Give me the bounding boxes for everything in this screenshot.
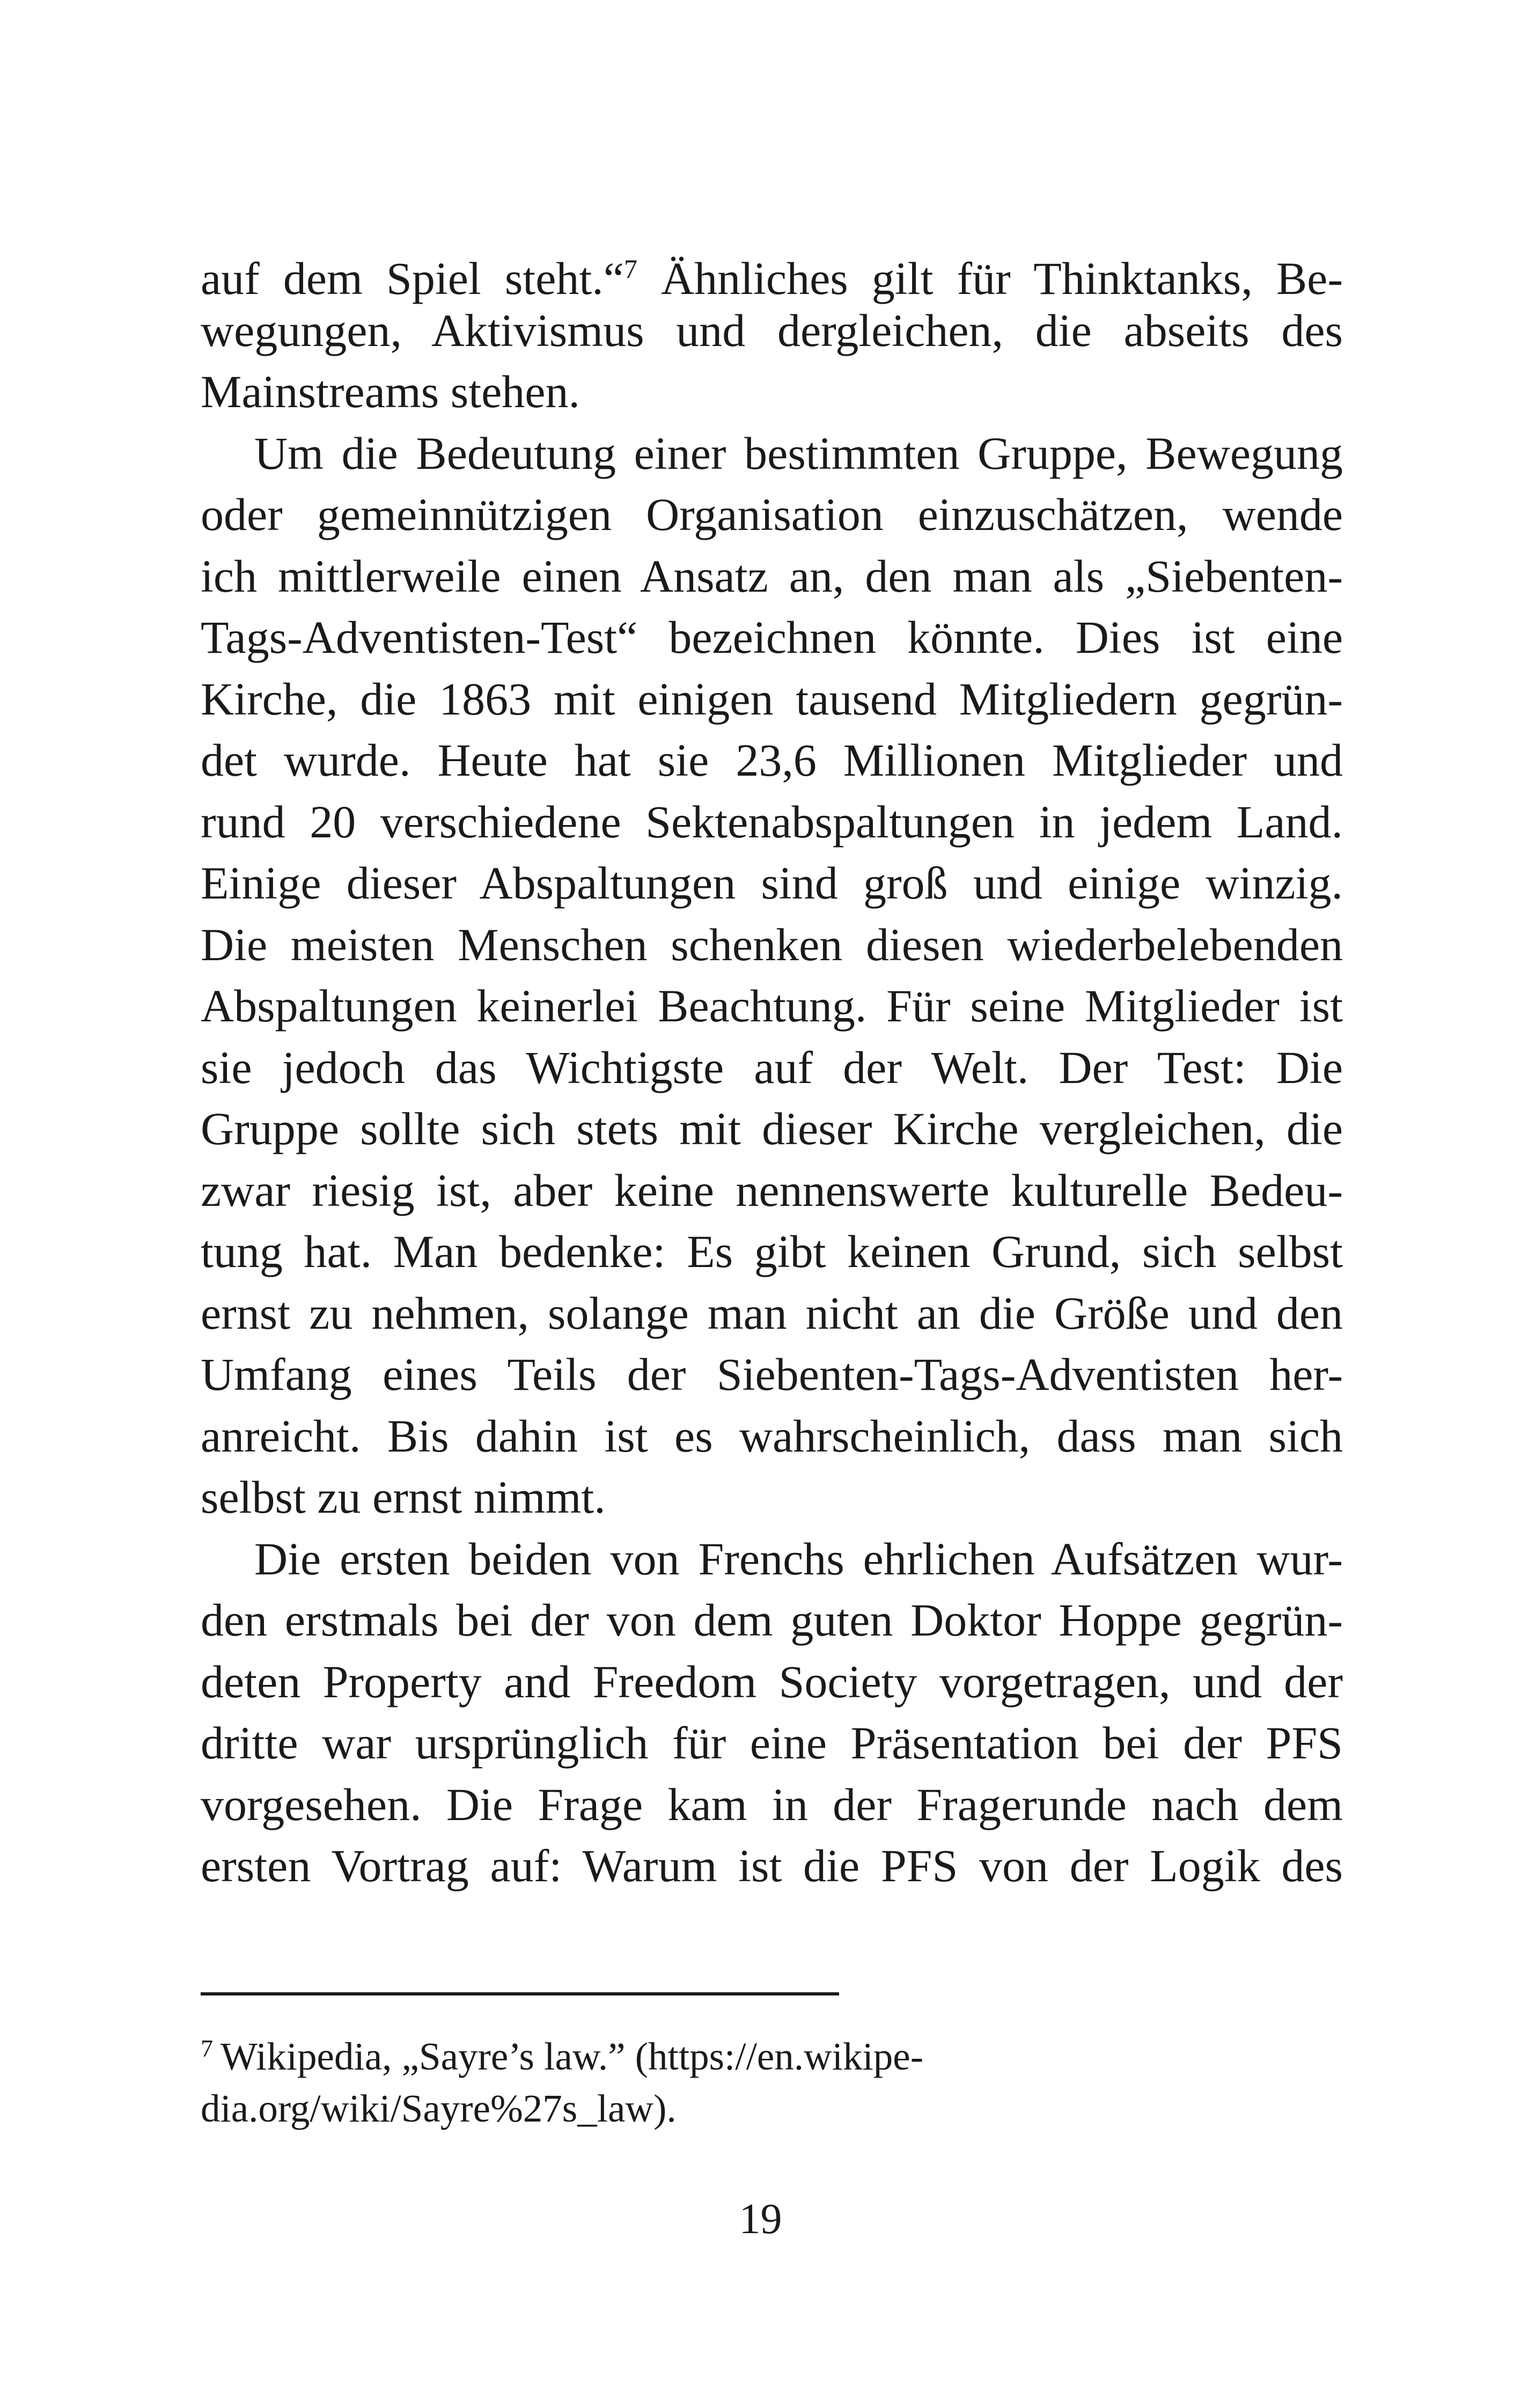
text-line: Kirche, die 1863 mit einigen tausend Mitgliedern gegrün-	[201, 673, 1343, 725]
text-line: Die meisten Menschen schenken diesen wiederbelebenden	[201, 918, 1343, 970]
text-line: Um die Bedeutung einer bestimmten Gruppe, Bewegung	[254, 427, 1343, 479]
text-line: ich mittlerweile einen Ansatz an, den man als „Siebenten-	[201, 550, 1343, 602]
text-line: rund 20 verschiedene Sektenabspaltungen in jedem Land.	[201, 796, 1343, 848]
footnote-marker[interactable]: 7	[623, 254, 637, 284]
text-line: Abspaltungen keinerlei Beachtung. Für seine Mitglieder ist	[201, 980, 1343, 1032]
text-line: tung hat. Man bedenke: Es gibt keinen Grund, sich selbst	[201, 1226, 1343, 1277]
text-line: dritte war ursprünglich für eine Präsentation bei der PFS	[201, 1717, 1343, 1769]
page-number: 19	[739, 2196, 782, 2243]
text-line: oder gemeinnützigen Organisation einzuschätzen, wende	[201, 489, 1343, 540]
text-line: ersten Vortrag auf: Warum ist die PFS von der Logik des	[201, 1840, 1343, 1891]
text-line: den erstmals bei der von dem guten Doktor Hoppe gegrün-	[201, 1594, 1343, 1646]
text-line: selbst zu ernst nimmt.	[201, 1471, 606, 1523]
text-line: Umfang eines Teils der Siebenten-Tags-Adventisten her-	[201, 1349, 1343, 1400]
text-line: Mainstreams stehen.	[201, 366, 580, 417]
footnote-number: 7	[201, 2035, 213, 2062]
text-line: wegungen, Aktivismus und dergleichen, die abseits des	[201, 304, 1343, 356]
text-line: Tags-Adventisten-Test“ bezeichnen könnte. Dies ist eine	[201, 612, 1343, 663]
text-line: Gruppe sollte sich stets mit dieser Kirche vergleichen, die	[201, 1103, 1343, 1154]
text-line: deten Property and Freedom Society vorgetragen, und der	[201, 1655, 1343, 1707]
text-line: det wurde. Heute hat sie 23,6 Millionen Mitglieder und	[201, 734, 1343, 786]
text-span: auf dem Spiel steht.“	[201, 253, 624, 304]
text-line: vorgesehen. Die Frage kam in der Fragerunde nach dem	[201, 1778, 1343, 1830]
text-line: sie jedoch das Wichtigste auf der Welt. Der Test: Die	[201, 1041, 1343, 1093]
body-text	[201, 238, 1343, 1897]
text-span: Ähnliches gilt für Thinktanks, Be-	[637, 253, 1343, 304]
footnote-text: Wikipedia, „Sayre’s law.” (https://en.wikipe-	[221, 2035, 924, 2078]
text-line	[201, 238, 1343, 304]
text-line: ernst zu nehmen, solange man nicht an die Größe und den	[201, 1287, 1343, 1339]
text-line: zwar riesig ist, aber keine nennenswerte kulturelle Bedeu-	[201, 1164, 1343, 1216]
text-line: Einige dieser Abspaltungen sind groß und einige winzig.	[201, 857, 1343, 909]
footnote	[201, 2022, 1043, 2134]
footnote-line	[201, 2022, 1043, 2082]
text-line: Die ersten beiden von Frenchs ehrlichen Aufsätzen wur-	[254, 1533, 1343, 1585]
footnote-line: dia.org/wiki/Sayre%27s_law).	[201, 2087, 677, 2130]
text-line: anreicht. Bis dahin ist es wahrscheinlich, dass man sich	[201, 1410, 1343, 1462]
footnote-divider	[201, 1992, 839, 1995]
